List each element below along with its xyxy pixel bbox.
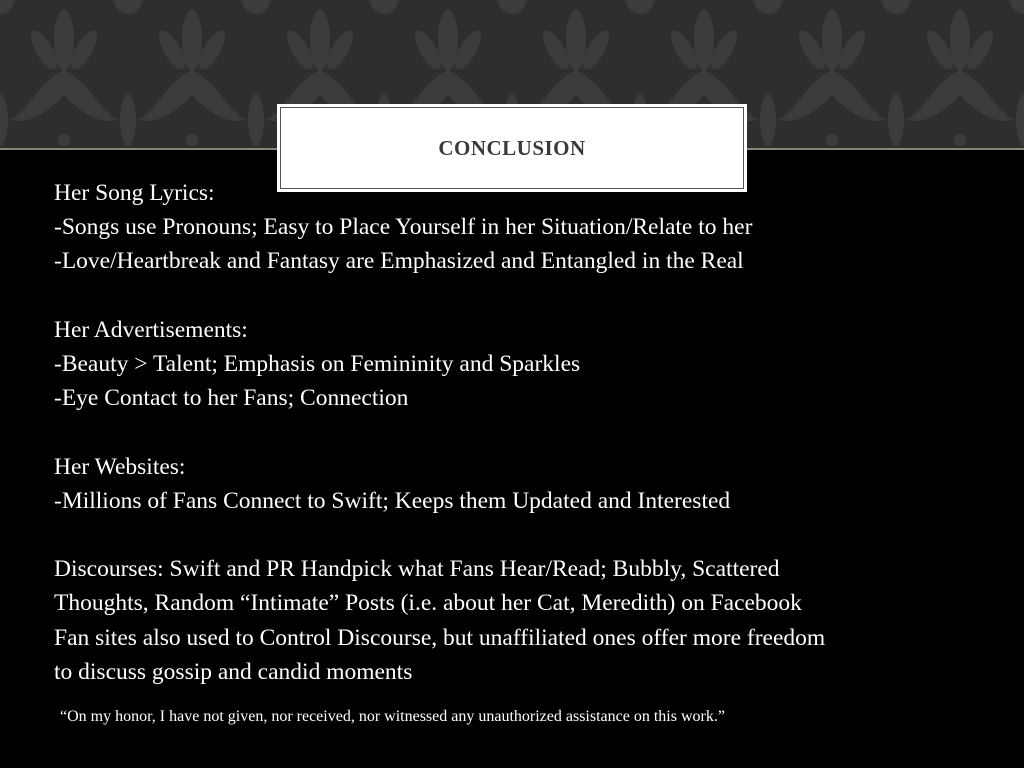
body-line: Thoughts, Random “Intimate” Posts (i.e. about her Cat, Meredith) on Facebook	[54, 590, 802, 617]
body-line: Her Song Lyrics:	[54, 180, 215, 206]
body-line: Fan sites also used to Control Discourse, but unaffiliated ones offer more freedom	[54, 624, 826, 651]
slide-title: CONCLUSION	[438, 135, 586, 160]
body-line-blank	[54, 518, 994, 552]
body-line: Discourses: Swift and PR Handpick what Fans Hear/Read; Bubbly, Scattered	[54, 556, 780, 583]
body-line-blank	[54, 279, 994, 313]
body-line: -Eye Contact to her Fans; Connection	[54, 385, 409, 412]
slide-body	[54, 176, 994, 689]
body-line: Her Websites:	[54, 453, 186, 480]
body-line-blank	[54, 415, 994, 449]
body-line: to discuss gossip and candid moments	[54, 658, 413, 685]
body-line: -Songs use Pronouns; Easy to Place Yourself in her Situation/Relate to her	[54, 214, 753, 241]
honor-pledge-footnote: “On my honor, I have not given, nor received, nor witnessed any unauthorized assistance on this work.”	[60, 708, 725, 725]
body-line: Her Advertisements:	[54, 316, 248, 343]
body-line: -Millions of Fans Connect to Swift; Keeps them Updated and Interested	[54, 487, 731, 514]
body-line: -Love/Heartbreak and Fantasy are Emphasized and Entangled in the Real	[54, 248, 744, 275]
body-line: -Beauty > Talent; Emphasis on Femininity and Sparkles	[54, 351, 581, 377]
